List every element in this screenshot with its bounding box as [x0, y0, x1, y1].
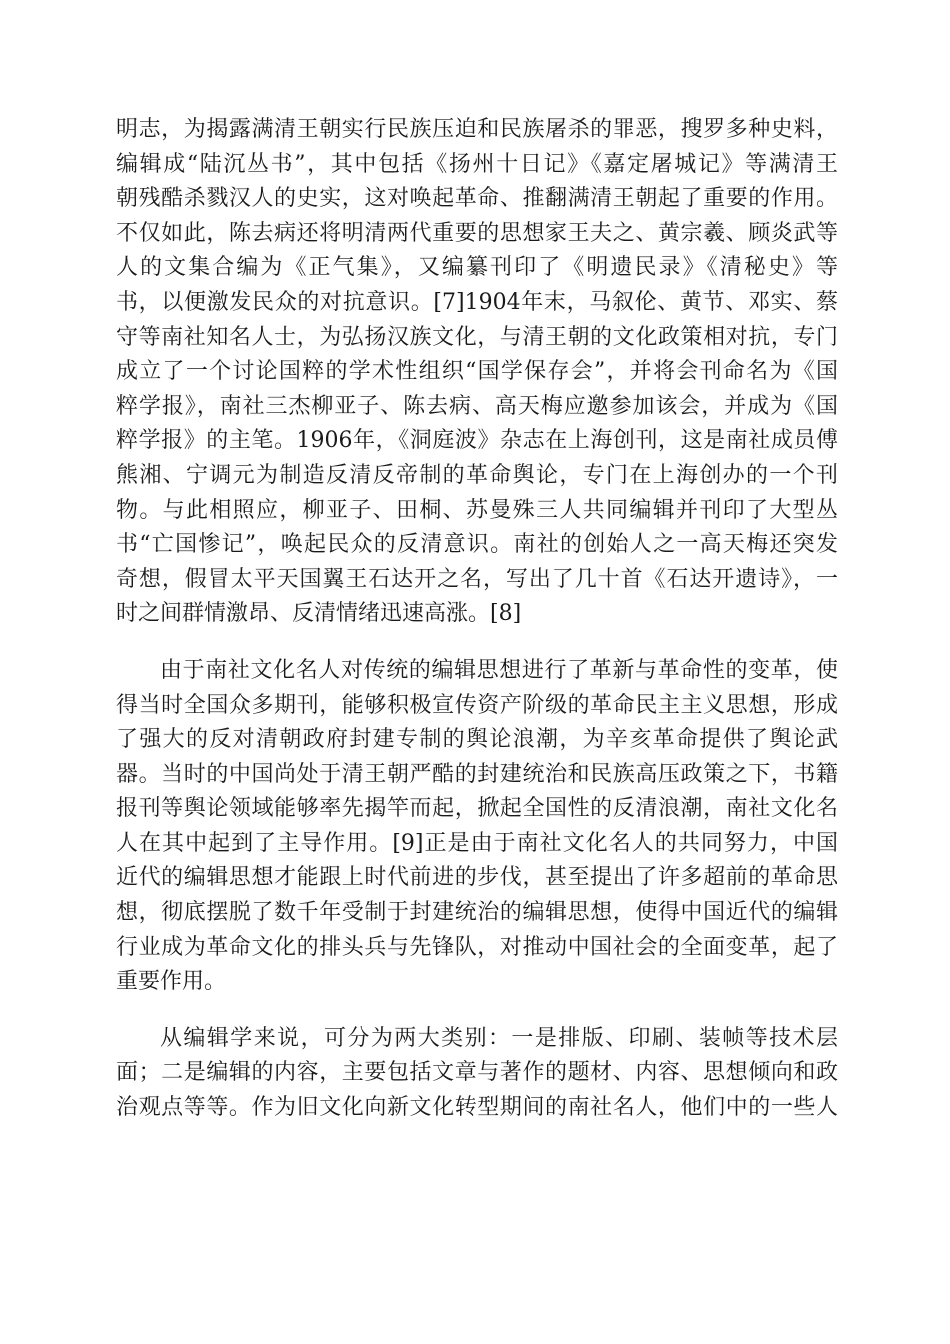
text-line: 守等南社知名人士，为弘扬汉族文化，与清王朝的文化政策相对抗，专门: [116, 324, 838, 350]
text-line: 人在其中起到了主导作用。[9]正是由于南社文化名人的共同努力，中国: [116, 830, 838, 856]
text-line: 近代的编辑思想才能跟上时代前进的步伐，甚至提出了许多超前的革命思: [116, 865, 838, 891]
text-line: 成立了一个讨论国粹的学术性组织“国学保存会”，并将会刊命名为《国: [116, 359, 838, 385]
text-line: 报刊等舆论领域能够率先揭竿而起，掀起全国性的反清浪潮，南社文化名: [116, 796, 838, 822]
text-line: 了强大的反对清朝政府封建专制的舆论浪潮，为辛亥革命提供了舆论武: [116, 727, 838, 753]
text-line: 书“亡国惨记”，唤起民众的反清意识。南社的创始人之一高天梅还突发: [116, 532, 838, 558]
text-line: 物。与此相照应，柳亚子、田桐、苏曼殊三人共同编辑并刊印了大型丛: [116, 497, 838, 523]
text-line: 人的文集合编为《正气集》，又编纂刊印了《明遗民录》《清秘史》等: [116, 255, 838, 281]
text-line: 器。当时的中国尚处于清王朝严酷的封建统治和民族高压政策之下，书籍: [116, 761, 838, 787]
text-line: 得当时全国众多期刊，能够积极宣传资产阶级的革命民主主义思想，形成: [116, 692, 838, 718]
text-line: 行业成为革命文化的排头兵与先锋队，对推动中国社会的全面变革，起了: [116, 934, 838, 960]
text-line: 重要作用。: [116, 969, 227, 995]
text-line: 奇想，假冒太平天国翼王石达开之名，写出了几十首《石达开遗诗》，一: [116, 566, 838, 592]
text-line: 治观点等等。作为旧文化向新文化转型期间的南社名人，他们中的一些人: [116, 1095, 838, 1121]
paragraph-3: [116, 1022, 838, 1126]
text-line: 明志，为揭露满清王朝实行民族压迫和民族屠杀的罪恶，搜罗多种史料，: [116, 117, 838, 142]
text-line: 想，彻底摆脱了数千年受制于封建统治的编辑思想，使得中国近代的编辑: [116, 900, 838, 926]
text-line: 粹学报》的主笔。1906年，《洞庭波》杂志在上海创刊，这是南社成员傅: [116, 428, 838, 454]
text-line: 从编辑学来说，可分为两大类别：一是排版、印刷、装帧等技术层: [160, 1025, 838, 1051]
text-line: 由于南社文化名人对传统的编辑思想进行了革新与革命性的变革，使: [160, 657, 838, 683]
document-page: [116, 113, 838, 1148]
text-line: 编辑成“陆沉丛书”，其中包括《扬州十日记》《嘉定屠城记》等满清王: [116, 151, 838, 177]
text-line: 书，以便激发民众的对抗意识。[7]1904年末，马叙伦、黄节、邓实、蔡: [116, 289, 838, 315]
text-line: 不仅如此，陈去病还将明清两代重要的思想家王夫之、黄宗羲、顾炎武等: [116, 220, 838, 246]
paragraph-1: [116, 113, 838, 632]
text-line: 熊湘、宁调元为制造反清反帝制的革命舆论，专门在上海创办的一个刊: [116, 462, 838, 488]
text-line: 朝残酷杀戮汉人的史实，这对唤起革命、推翻满清王朝起了重要的作用。: [116, 186, 838, 212]
paragraph-2: [116, 654, 838, 1000]
text-line: 粹学报》，南社三杰柳亚子、陈去病、高天梅应邀参加该会，并成为《国: [116, 393, 838, 419]
text-line: 面；二是编辑的内容，主要包括文章与著作的题材、内容、思想倾向和政: [116, 1060, 838, 1086]
text-line: 时之间群情激昂、反清情绪迅速高涨。[8]: [116, 601, 522, 627]
